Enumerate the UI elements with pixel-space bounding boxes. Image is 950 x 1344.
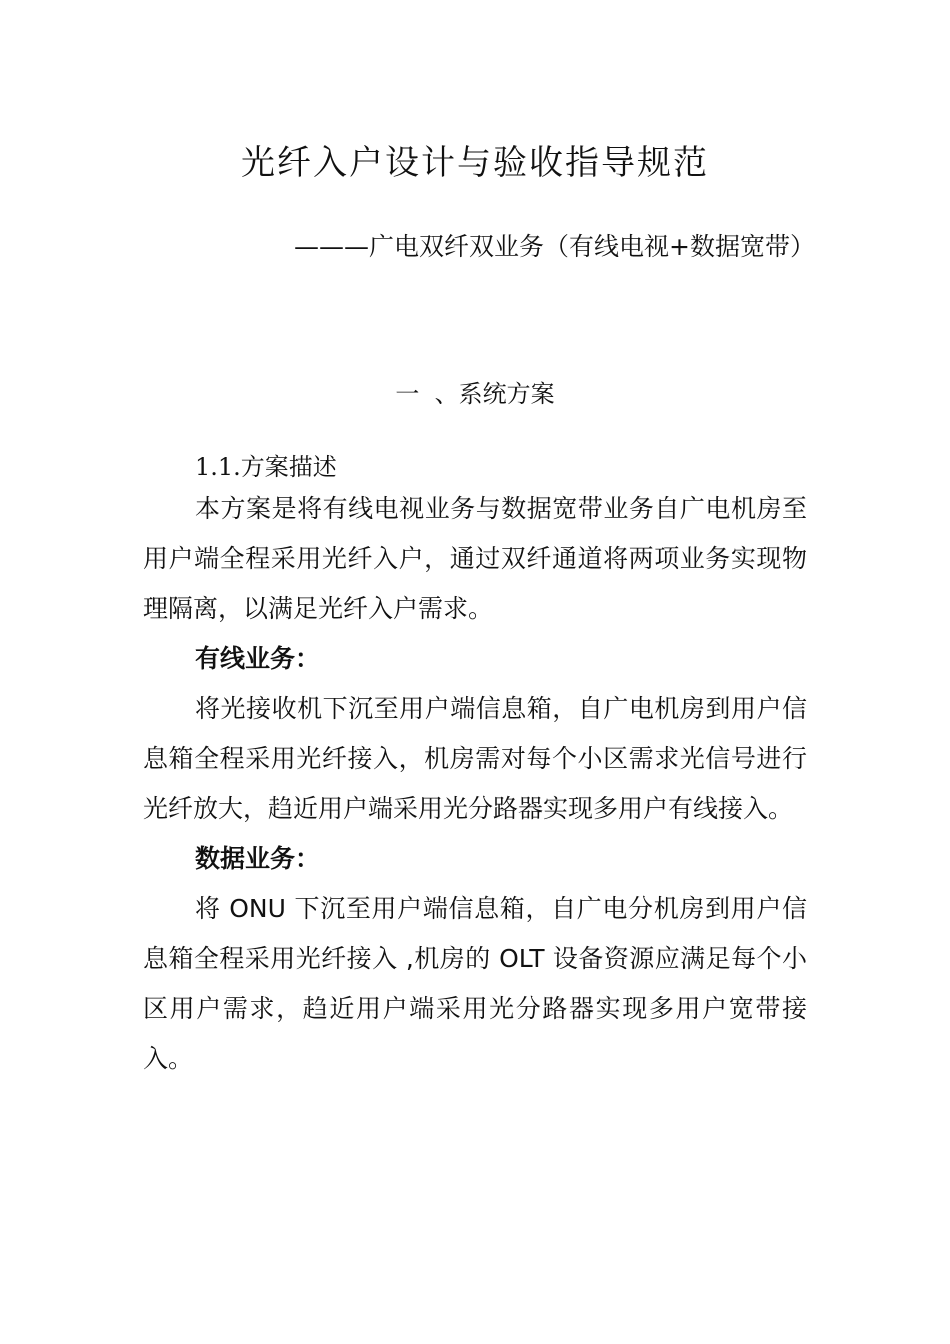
- label-data-service: 数据业务：: [195, 844, 321, 873]
- document-title: 光纤入户设计与验收指导规范: [241, 143, 709, 183]
- paragraph-overview: 本方案是将有线电视业务与数据宽带业务自广电机房至用户端全程采用光纤入户，通过双纤通道将两项业务实现物理隔离，以满足光纤入户需求。: [143, 494, 807, 623]
- document-subtitle: ———广电双纤双业务（有线电视+数据宽带）: [294, 232, 815, 261]
- section-heading: 一 、系统方案: [395, 380, 555, 408]
- sub-heading: 1.1.方案描述: [195, 453, 337, 481]
- label-cable-service: 有线业务：: [195, 644, 321, 673]
- paragraph-data-service: 将 ONU 下沉至用户端信息箱，自广电分机房到用户信息箱全程采用光纤接入 ,机房的 OLT 设备资源应满足每个小区用户需求，趋近用户端采用光分路器实现多用户宽带接入。: [143, 894, 807, 1073]
- paragraph-cable-service: 将光接收机下沉至用户端信息箱，自广电机房到用户信息箱全程采用光纤接入，机房需对每个小区需求光信号进行光纤放大，趋近用户端采用光分路器实现多用户有线接入。: [143, 694, 807, 823]
